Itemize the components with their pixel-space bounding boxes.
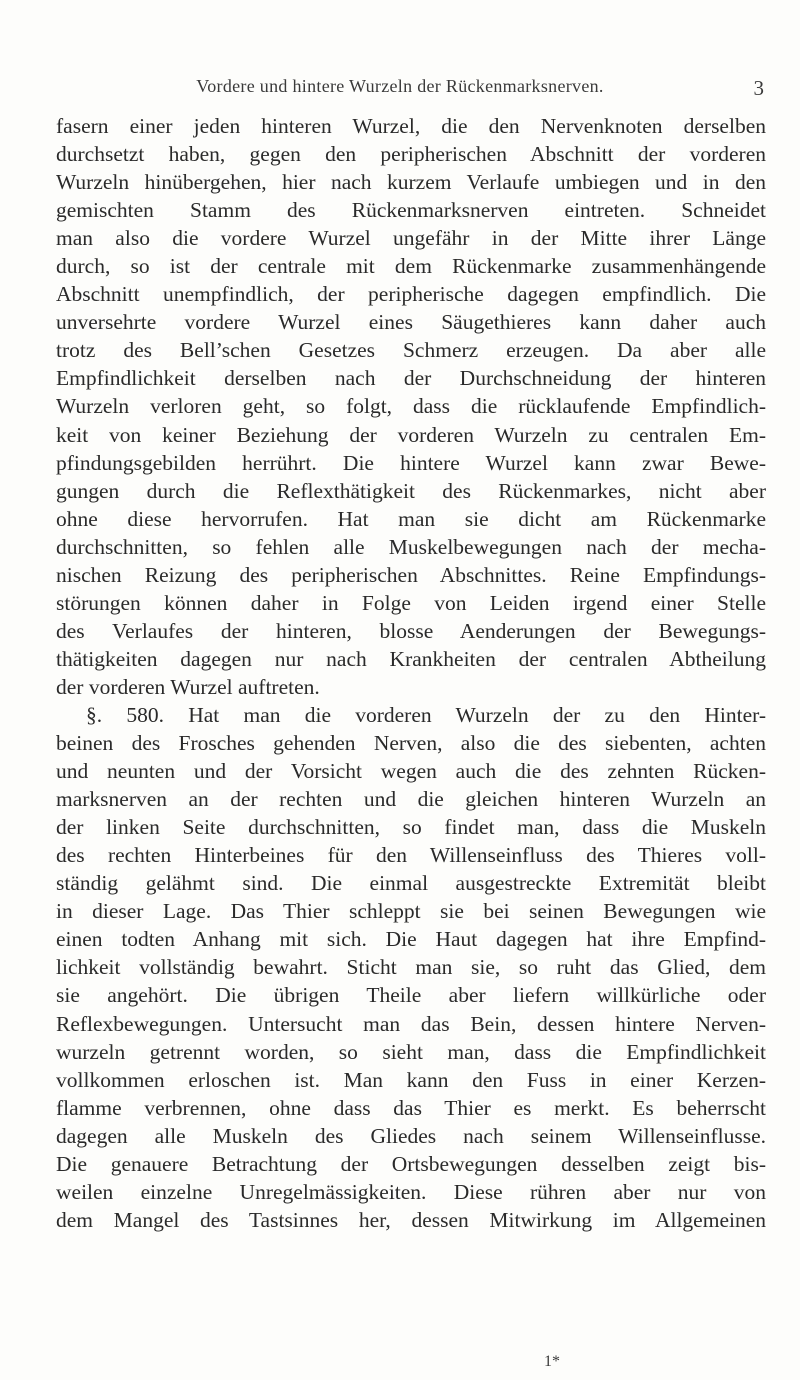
text-line: in dieser Lage. Das Thier schleppt sie bei seinen Bewegungen wie [56,899,766,924]
text-line: weilen einzelne Unregelmässigkeiten. Diese rühren aber nur von [56,1179,766,1204]
text-line: beinen des Frosches gehenden Nerven, also die des siebenten, achten [56,731,766,756]
signature-mark: 1* [544,1353,560,1370]
body-text [56,112,766,1234]
text-line: des Verlaufes der hinteren, blosse Aenderungen der Bewegungs- [56,618,766,643]
text-line: wurzeln getrennt worden, so sieht man, dass die Empfindlichkeit [56,1039,766,1064]
text-line: durchschnitten, so fehlen alle Muskelbewegungen nach der mecha- [56,534,766,559]
text-line: Abschnitt unempfindlich, der peripherische dagegen empfindlich. Die [56,282,766,307]
text-line: nischen Reizung des peripherischen Abschnittes. Reine Empfindungs- [56,562,766,587]
text-line: durchsetzt haben, gegen den peripherischen Abschnitt der vorderen [56,142,766,167]
text-line: keit von keiner Beziehung der vorderen Wurzeln zu centralen Em- [56,422,766,447]
text-line: dagegen alle Muskeln des Gliedes nach seinem Willenseinflusse. [56,1123,766,1148]
text-line: vollkommen erloschen ist. Man kann den Fuss in einer Kerzen- [56,1067,766,1092]
page-number: 3 [753,76,764,100]
text-line: pfindungsgebilden herrührt. Die hintere Wurzel kann zwar Bewe- [56,450,766,475]
text-line: des rechten Hinterbeines für den Willenseinfluss des Thieres voll- [56,843,766,868]
section-580-start-line: §. 580. Hat man die vorderen Wurzeln der zu den Hinter- [86,702,766,727]
text-line: Empfindlichkeit derselben nach der Durchschneidung der hinteren [56,366,766,391]
text-line: ohne diese hervorrufen. Hat man sie dicht am Rückenmarke [56,506,766,531]
text-line: man also die vordere Wurzel ungefähr in der Mitte ihrer Länge [56,226,766,251]
text-line: der linken Seite durchschnitten, so findet man, dass die Muskeln [56,815,766,840]
text-line: Die genauere Betrachtung der Ortsbewegungen desselben zeigt bis- [56,1151,766,1176]
text-line: Wurzeln verloren geht, so folgt, dass die rücklaufende Empfindlich- [56,394,766,419]
text-line: durch, so ist der centrale mit dem Rückenmarke zusammenhängende [56,254,766,279]
text-line: gungen durch die Reflexthätigkeit des Rückenmarkes, nicht aber [56,478,766,503]
text-line: marksnerven an der rechten und die gleichen hinteren Wurzeln an [56,787,766,812]
text-line: flamme verbrennen, ohne dass das Thier es merkt. Es beherrscht [56,1095,766,1120]
text-line: sie angehört. Die übrigen Theile aber liefern willkürliche oder [56,983,766,1008]
paragraph-end-line: der vorderen Wurzel auftreten. [56,674,320,699]
text-line: störungen können daher in Folge von Leiden irgend einer Stelle [56,590,766,615]
text-line: einen todten Anhang mit sich. Die Haut dagegen hat ihre Empfind- [56,927,766,952]
text-line: trotz des Bell’schen Gesetzes Schmerz erzeugen. Da aber alle [56,338,766,363]
text-line: gemischten Stamm des Rückenmarksnerven eintreten. Schneidet [56,198,766,223]
running-title: Vordere und hintere Wurzeln der Rückenmarksnerven. [196,76,604,96]
text-line: unversehrte vordere Wurzel eines Säugethieres kann daher auch [56,310,766,335]
text-line: thätigkeiten dagegen nur nach Krankheiten der centralen Abtheilung [56,646,766,671]
text-line: Wurzeln hinübergehen, hier nach kurzem Verlaufe umbiegen und in den [56,170,766,195]
text-line: dem Mangel des Tastsinnes her, dessen Mitwirkung im Allgemeinen [56,1207,766,1232]
text-line: lichkeit vollständig bewahrt. Sticht man sie, so ruht das Glied, dem [56,955,766,980]
text-line: ständig gelähmt sind. Die einmal ausgestreckte Extremität bleibt [56,871,766,896]
text-line: Reflexbewegungen. Untersucht man das Bein, dessen hintere Nerven- [56,1011,766,1036]
text-line: und neunten und der Vorsicht wegen auch die des zehnten Rücken- [56,759,766,784]
text-line: fasern einer jeden hinteren Wurzel, die den Nervenknoten derselben [56,114,766,138]
